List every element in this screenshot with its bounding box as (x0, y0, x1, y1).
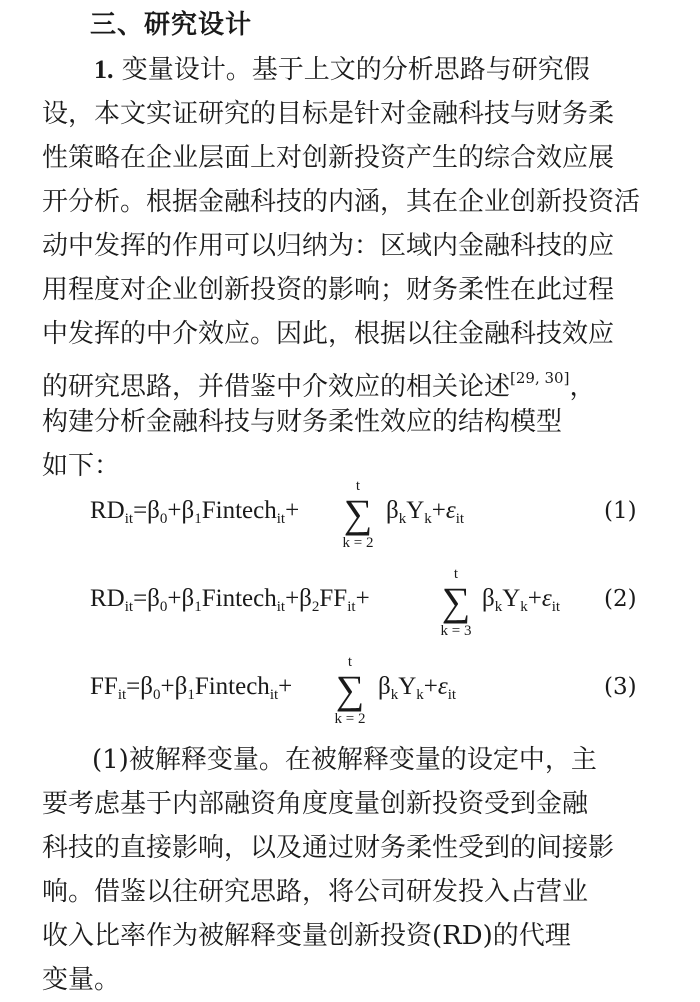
paragraph-line: 要考虑基于内部融资角度度量创新投资受到金融 (42, 789, 589, 819)
equation-2 (90, 566, 660, 654)
summation-sign: t ∑ k = 2 (334, 654, 366, 727)
paragraph-line: 如下： (42, 451, 121, 481)
section-heading: 三、研究设计 (90, 10, 253, 40)
paragraph-line: 构建分析金融科技与财务柔性效应的结构模型 (42, 407, 563, 437)
equation-1 (90, 478, 660, 566)
equation-lhs: $FF_{it}=\beta_0+\beta_1Fintech_{it}+$ (90, 673, 293, 703)
paragraph-line: 动中发挥的作用可以归纳为：区域内金融科技的应 (42, 231, 615, 261)
paragraph-line: 响。借鉴以往研究思路，将公司研发投入占营业 (42, 877, 589, 907)
item-number: 1. (94, 55, 114, 84)
equation-number: (3) (604, 674, 637, 700)
equation-3 (90, 654, 660, 742)
equation-lhs: $RD_{it}=\beta_0+\beta_1Fintech_{it}+\beta_2FF_{it}+$ (90, 585, 370, 615)
paragraph-line: 性策略在企业层面上对创新投资产生的综合效应展 (42, 143, 615, 173)
paragraph-line: 的研究思路，并借鉴中介效应的相关论述[29, 30]， (42, 369, 596, 402)
equation-rhs: $\beta_kY_k+\varepsilon_{it}$ (386, 497, 465, 527)
paragraph-line: 中发挥的中介效应。因此，根据以往金融科技效应 (42, 319, 615, 349)
summation-sign: t ∑ k = 3 (440, 566, 472, 639)
equation-number: (1) (604, 498, 637, 524)
paragraph-line: (1)被解释变量。在被解释变量的设定中，主 (92, 745, 597, 775)
paragraph-line: 设，本文实证研究的目标是针对金融科技与财务柔 (42, 99, 615, 129)
paragraph-line: 开分析。根据金融科技的内涵，其在企业创新投资活 (42, 187, 641, 217)
paragraph-variable-design (42, 48, 662, 488)
paragraph-line: 科技的直接影响，以及通过财务柔性受到的间接影 (42, 833, 615, 863)
citation: [29, 30] (510, 369, 570, 387)
equation-lhs: $RD_{it}=\beta_0+\beta_1Fintech_{it}+$ (90, 497, 300, 527)
paragraph-dependent-variable (42, 738, 662, 1002)
paragraph-line: 收入比率作为被解释变量创新投资(RD)的代理 (42, 921, 571, 951)
equation-rhs: $\beta_kY_k+\varepsilon_{it}$ (482, 585, 561, 615)
paragraph-line: 1. 变量设计。基于上文的分析思路与研究假 (94, 55, 590, 85)
paragraph-line: 用程度对企业创新投资的影响；财务柔性在此过程 (42, 275, 615, 305)
summation-sign: t ∑ k = 2 (342, 478, 374, 551)
paragraph-line: 变量。 (42, 965, 121, 995)
equation-rhs: $\beta_kY_k+\varepsilon_{it}$ (378, 673, 457, 703)
equation-number: (2) (604, 586, 637, 612)
